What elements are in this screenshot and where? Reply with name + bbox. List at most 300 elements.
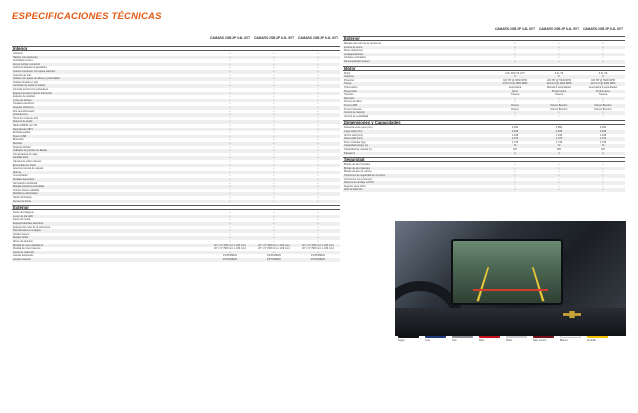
spec-value: •	[317, 55, 319, 59]
spec-value: •	[273, 152, 275, 156]
spec-value: •	[229, 77, 231, 81]
spec-value: •	[273, 192, 275, 196]
spec-label: Espejos laterales eléctricos	[13, 222, 44, 225]
spec-value: 2,852	[555, 126, 563, 130]
spec-value: •	[558, 56, 560, 60]
spec-value: •	[317, 88, 319, 91]
spec-value: •	[558, 170, 560, 174]
spec-value: •	[273, 73, 275, 77]
spec-label: Espejos del color de la carrocería	[13, 225, 51, 229]
spec-label: Computadora de viaje	[13, 152, 38, 156]
spec-label: Indicador de presión de llantas	[13, 149, 48, 153]
spec-value: •	[273, 55, 275, 59]
spec-label: Bolsas de aire de cortina	[344, 170, 372, 174]
spec-label: Inmovilizador	[13, 174, 28, 178]
spec-label: Manijas interiores cromadas	[13, 185, 45, 189]
spec-value: •	[273, 106, 275, 109]
spec-value: •	[317, 178, 319, 181]
spec-label: Cristales entintados	[344, 56, 366, 60]
spec-value: 1,918	[555, 133, 563, 137]
spec-value: •	[229, 88, 231, 91]
left-col-head-1: CAMARO 2SB 2P 3.6L 6VT	[209, 36, 251, 41]
spec-value: •	[229, 188, 231, 192]
spec-value: •	[229, 102, 231, 106]
spec-label: Cristales eléctricos	[13, 102, 34, 106]
spec-label: Medida de rines delanteros	[13, 243, 44, 247]
spec-label: Seguros para niños	[344, 184, 366, 188]
spec-label: Consola central con portavasos	[13, 88, 49, 91]
left-col-head-3: CAMARO 2SB 2P 6.2L 6VT	[297, 36, 339, 41]
color-swatch-label: Rojo oscuro	[533, 339, 547, 342]
spec-label: Alarma	[13, 170, 21, 174]
spec-value: •	[273, 225, 275, 229]
section-header: Dimensiones y Capacidades	[343, 120, 625, 125]
spec-value: •	[317, 185, 319, 189]
spec-value: •	[229, 109, 231, 113]
spec-value: •	[229, 181, 231, 185]
spec-value: •	[273, 149, 275, 153]
spec-value: •	[229, 240, 231, 243]
spec-label: Sistema OnStar	[13, 145, 31, 149]
spec-value: •	[273, 250, 275, 254]
spec-value: •	[602, 42, 604, 45]
spec-label: Capacidad tanque (L)	[344, 144, 369, 148]
right-col-head-2: CAMARO 2SB 2P 6.2L 5VT	[538, 27, 580, 32]
spec-value: •	[602, 184, 604, 188]
spec-value: •	[558, 163, 560, 167]
spec-value: •	[602, 111, 604, 115]
spec-value: •	[514, 60, 516, 63]
spec-value: •	[317, 218, 319, 222]
spec-value: •	[317, 240, 319, 243]
spec-label: Control de tracción	[344, 111, 365, 115]
spec-value: •	[514, 111, 516, 115]
spec-label: Bocinas	[13, 142, 22, 145]
spec-value: •	[317, 66, 319, 70]
spec-value: •	[229, 160, 231, 163]
spec-value: •	[514, 45, 516, 49]
spec-label: Spoiler trasero	[13, 232, 30, 236]
spec-label: Llanta de refacción	[13, 250, 35, 254]
spec-value: •	[273, 142, 275, 145]
spec-value: 8	[602, 75, 604, 79]
spec-label: Seguros eléctricos	[13, 106, 34, 109]
spec-label: Direccionales en espejos	[13, 229, 41, 233]
spec-value: •	[273, 120, 275, 124]
spec-row	[12, 258, 340, 262]
spec-value: •	[558, 45, 560, 49]
spec-value: •	[514, 166, 516, 170]
spec-value: •	[317, 127, 319, 131]
spec-value: 4,836	[555, 130, 563, 133]
spec-label: Encendido por botón	[13, 163, 37, 167]
spec-value: •	[514, 52, 516, 56]
spec-value: •	[514, 114, 516, 118]
spec-value: 320	[556, 148, 562, 151]
spec-value: Discos Brembo	[594, 104, 612, 107]
spec-value: •	[273, 236, 275, 240]
spec-value: •	[229, 98, 231, 102]
spec-value: •	[317, 170, 319, 174]
spec-row	[343, 188, 625, 192]
spec-value: •	[602, 170, 604, 174]
spec-label: Capacidad de cajuela (L)	[344, 148, 372, 151]
spec-value: •	[514, 177, 516, 181]
spec-value: •	[273, 214, 275, 218]
spec-label: Asiento conductor con ajuste eléctrico	[13, 70, 56, 73]
spec-value: 20" x 8" (508 mm x 203 mm)	[302, 243, 334, 247]
spec-row	[343, 60, 625, 64]
spec-value: •	[317, 211, 319, 215]
spec-label: Alarma antirrobo	[344, 188, 363, 192]
spec-label: Llantas traseras	[13, 258, 31, 261]
spec-value: •	[273, 77, 275, 81]
spec-value: •	[273, 229, 275, 233]
spec-value: •	[558, 184, 560, 188]
spec-value: Trasera	[598, 93, 608, 97]
spec-value: 20" x 9" (508 mm x 229 mm)	[214, 247, 246, 251]
spec-value: •	[273, 181, 275, 185]
spec-label: Tracción	[344, 93, 354, 97]
spec-value: •	[229, 250, 231, 254]
spec-value: •	[317, 124, 319, 127]
spec-value: Performance	[551, 89, 567, 93]
spec-value: •	[229, 185, 231, 189]
spec-label: Cinturones con pretensor	[344, 177, 373, 181]
spec-value: •	[273, 70, 275, 73]
spec-value: 320	[600, 148, 606, 151]
spec-value: •	[317, 222, 319, 225]
spec-value: •	[602, 174, 604, 177]
spec-value: •	[317, 174, 319, 178]
spec-value: •	[602, 181, 604, 185]
spec-value: 1,376	[599, 137, 607, 141]
spec-label: Toma de corriente 12V	[13, 116, 39, 120]
spec-value: •	[273, 170, 275, 174]
spec-value: •	[273, 222, 275, 225]
spec-value: 20" x 9" (508 mm x 229 mm)	[302, 247, 334, 251]
spec-value: •	[229, 116, 231, 120]
spec-value: •	[514, 170, 516, 174]
spec-value: Discos	[511, 104, 519, 107]
spec-label: Puerto USB	[13, 134, 27, 138]
spec-value: •	[273, 199, 275, 203]
color-swatch-label: Blanco	[560, 339, 568, 342]
spec-value: •	[558, 188, 560, 192]
spec-value: •	[273, 127, 275, 131]
spec-value: •	[602, 60, 604, 63]
interior-photo	[395, 221, 626, 336]
spec-value: •	[229, 142, 231, 145]
spec-value: •	[317, 156, 319, 160]
spec-value: 4,836	[511, 130, 519, 133]
spec-value: •	[273, 156, 275, 160]
spec-label: Bluetooth	[13, 138, 24, 142]
spec-value: •	[317, 192, 319, 196]
spec-label: Faros de niebla	[13, 218, 31, 222]
spec-value: •	[602, 166, 604, 170]
spec-value: •	[273, 185, 275, 189]
spec-value: •	[273, 232, 275, 236]
spec-value: •	[229, 145, 231, 149]
spec-label: Potencia	[344, 78, 354, 82]
spec-value: 1,918	[599, 133, 607, 137]
dashboard-shape	[395, 308, 626, 336]
spec-label: Escape doble	[13, 236, 29, 240]
spec-value: •	[229, 192, 231, 196]
spec-value: •	[273, 91, 275, 95]
spec-label: Luces de día LED	[13, 214, 33, 218]
spec-label: Iluminación ambiental	[13, 181, 38, 185]
spec-value: •	[229, 152, 231, 156]
spec-value: •	[317, 52, 319, 55]
spec-value: •	[317, 196, 319, 199]
spec-value: •	[273, 113, 275, 117]
spec-label: Bolsas de aire laterales	[344, 166, 370, 170]
spec-value: •	[229, 229, 231, 233]
spec-value: •	[229, 196, 231, 199]
spec-value: •	[317, 77, 319, 81]
spec-label: Antena de techo	[344, 45, 363, 49]
spec-value: •	[229, 211, 231, 215]
page-title: ESPECIFICACIONES TÉCNICAS	[12, 11, 162, 22]
spec-value: •	[273, 62, 275, 66]
spec-value: •	[602, 114, 604, 118]
spec-value: •	[602, 52, 604, 56]
spec-label: Limpiaparabrisas	[344, 52, 364, 56]
spec-label: Pantalla táctil	[13, 156, 28, 160]
color-swatch-label: Gris	[452, 339, 457, 342]
spec-label: Suspensión	[344, 89, 358, 93]
spec-value: •	[229, 52, 231, 55]
spec-value: •	[602, 163, 604, 167]
spec-value: •	[229, 84, 231, 88]
spec-label: Desempañador trasero	[344, 60, 370, 63]
spec-label: Cilindros	[13, 52, 23, 55]
spec-value: •	[273, 138, 275, 142]
spec-value: •	[273, 124, 275, 127]
spec-value: 400 HP @ 5900 RPM	[590, 78, 616, 82]
spec-label: Apoyo lumbar conductor	[13, 62, 41, 66]
spec-value: •	[514, 49, 516, 53]
spec-value: 20" x 8" (508 mm x 203 mm)	[258, 243, 290, 247]
color-swatch-label: Azul	[425, 339, 430, 342]
spec-label: Sistema de anclaje LATCH	[344, 181, 374, 185]
spec-value: •	[317, 109, 319, 113]
spec-value: •	[229, 167, 231, 171]
spec-value: Manual 6 velocidades	[546, 86, 572, 89]
spec-label: Frenos de disco	[344, 100, 362, 104]
spec-value: •	[558, 114, 560, 118]
spec-value: •	[602, 49, 604, 53]
spec-label: Frenos traseros	[344, 107, 362, 111]
spec-label: Entrada auxiliar	[13, 131, 31, 135]
spec-value: 1,746	[555, 140, 563, 144]
spec-value: •	[273, 145, 275, 149]
spec-value: •	[229, 222, 231, 225]
spec-label: Dirección	[344, 96, 355, 100]
spec-value: •	[317, 214, 319, 218]
spec-value: •	[317, 138, 319, 142]
spec-value: •	[317, 134, 319, 138]
spec-label: Motor	[344, 71, 351, 75]
color-swatch-label: Amarillo	[587, 339, 597, 342]
spec-value: •	[558, 100, 560, 104]
spec-value: 320	[512, 148, 518, 151]
spec-value: 420 lb-ft @ 4600 RPM	[546, 82, 572, 86]
spec-value: •	[229, 59, 231, 63]
spec-value: •	[317, 163, 319, 167]
spec-value: 410 lb-ft @ 4300 RPM	[590, 82, 616, 86]
spec-value: •	[229, 199, 231, 203]
spec-value: •	[317, 131, 319, 135]
spec-label: Luces de lectura	[13, 98, 32, 102]
spec-value: •	[229, 131, 231, 135]
spec-value: •	[317, 142, 319, 145]
color-swatch-label: Rojo	[479, 339, 485, 342]
spec-value: 1,376	[511, 137, 519, 141]
spec-value: 426 HP @ 5900 RPM	[546, 78, 572, 82]
spec-value: •	[273, 66, 275, 70]
spec-value: •	[273, 80, 275, 84]
spec-value: •	[273, 102, 275, 106]
spec-value: Discos	[511, 107, 519, 111]
spec-value: •	[317, 95, 319, 99]
spec-label: Sistema de audio	[13, 120, 33, 124]
spec-value: •	[317, 188, 319, 192]
spec-value: •	[229, 127, 231, 131]
spec-value: •	[273, 109, 275, 113]
spec-value: •	[602, 96, 604, 100]
spec-value: •	[558, 60, 560, 63]
spec-value: •	[273, 116, 275, 120]
spec-value: •	[514, 181, 516, 185]
spec-label: Head Up Display	[13, 196, 32, 199]
spec-value: •	[229, 62, 231, 66]
spec-label: Asiento trasero abatible	[13, 188, 40, 192]
spec-label: Pasajeros	[344, 151, 356, 155]
spec-value: •	[229, 91, 231, 95]
color-swatch-label: Negro	[398, 339, 405, 342]
spec-value: •	[229, 178, 231, 181]
spec-value: •	[602, 56, 604, 60]
spec-value: •	[602, 188, 604, 192]
spec-row	[343, 152, 625, 156]
spec-label: Radio AM/FM con CD	[13, 124, 38, 127]
spec-value: •	[229, 120, 231, 124]
spec-value: 20" x 9" (508 mm x 229 mm)	[258, 247, 290, 251]
spec-value: •	[229, 70, 231, 73]
spec-label: Cinturones de seguridad de 3 puntos	[344, 174, 386, 177]
spec-label: Frenos ABS	[344, 104, 358, 107]
spec-value: •	[273, 167, 275, 171]
spec-value: Trasera	[510, 93, 520, 97]
spec-label: Pedales deportivos	[13, 178, 35, 181]
spec-value: •	[317, 236, 319, 240]
spec-value: •	[602, 177, 604, 181]
spec-label: Torque	[344, 82, 352, 86]
spec-label: Altura total (mm)	[344, 137, 363, 141]
parking-guide-bar	[473, 289, 548, 291]
spec-value: •	[317, 70, 319, 73]
spec-row	[12, 200, 340, 204]
spec-value: •	[558, 181, 560, 185]
spec-label: Rines deportivos	[344, 49, 363, 53]
spec-value: •	[317, 250, 319, 254]
spec-value: •	[317, 91, 319, 95]
spec-value: •	[514, 163, 516, 167]
spec-value: 72	[557, 144, 561, 148]
spec-value: Automática	[508, 86, 522, 89]
spec-value: •	[273, 95, 275, 99]
spec-label: Volante con ajuste de altura y profundidad	[13, 77, 60, 81]
spec-value: 1,715	[511, 140, 519, 144]
spec-value: •	[273, 163, 275, 167]
spec-value: •	[229, 106, 231, 109]
spec-label: Controles de audio al volante	[13, 84, 46, 88]
spec-value: P275/40R20	[223, 258, 237, 261]
spec-row	[343, 115, 625, 119]
spec-value: •	[273, 188, 275, 192]
spec-value: •	[229, 149, 231, 153]
spec-label: Quemacocos	[13, 113, 28, 117]
spec-label: Espejos de vanidad	[13, 95, 35, 99]
section-header: Exterior	[12, 205, 340, 210]
spec-value: •	[229, 163, 231, 167]
spec-value: P245/45R20	[311, 254, 325, 258]
spec-value: 20" x 8" (508 mm x 203 mm)	[214, 243, 246, 247]
spec-label: Cilindros	[344, 75, 354, 79]
spec-value: 72	[601, 144, 605, 148]
spec-value: •	[229, 174, 231, 178]
spec-value: •	[317, 229, 319, 233]
spec-label: Medida de rines traseros	[13, 247, 41, 251]
spec-value: •	[273, 88, 275, 91]
spec-value: •	[273, 218, 275, 222]
spec-value: •	[317, 80, 319, 84]
spec-value: •	[317, 84, 319, 88]
spec-value: 8	[558, 75, 560, 79]
spec-value: •	[602, 45, 604, 49]
spec-label: Distancia entre ejes (mm)	[344, 126, 373, 130]
parking-guide-lines	[476, 267, 544, 301]
spec-value: •	[229, 232, 231, 236]
spec-value: •	[317, 73, 319, 77]
spec-value: 1,769	[599, 140, 607, 144]
spec-label: Espejo retrovisor interior día/noche	[13, 91, 52, 95]
section-header: Exterior	[343, 36, 625, 41]
spec-value: •	[558, 49, 560, 53]
spec-value: •	[273, 196, 275, 199]
spec-value: •	[317, 152, 319, 156]
spec-label: Faros de halógeno	[13, 211, 34, 215]
spec-value: •	[273, 59, 275, 63]
right-col-head-3: CAMARO 2SB 2P 6.2L 6VT	[582, 27, 624, 32]
spec-label: Asientos de tela	[13, 73, 31, 77]
spec-value: P245/45R20	[223, 254, 237, 258]
spec-value: •	[273, 134, 275, 138]
spec-value: •	[317, 225, 319, 229]
spec-label: Cámara de visión trasera	[13, 160, 41, 163]
spec-value: •	[317, 149, 319, 153]
spec-value: Automática 6 velocidades	[588, 86, 618, 89]
spec-value: •	[317, 167, 319, 171]
spec-value: •	[317, 120, 319, 124]
spec-label: Tablero con tacómetro	[13, 55, 38, 59]
right-col-head-1: CAMARO 2SB 2P 3.6L 6VT	[494, 27, 536, 32]
spec-value: •	[273, 131, 275, 135]
spec-value: •	[558, 52, 560, 56]
